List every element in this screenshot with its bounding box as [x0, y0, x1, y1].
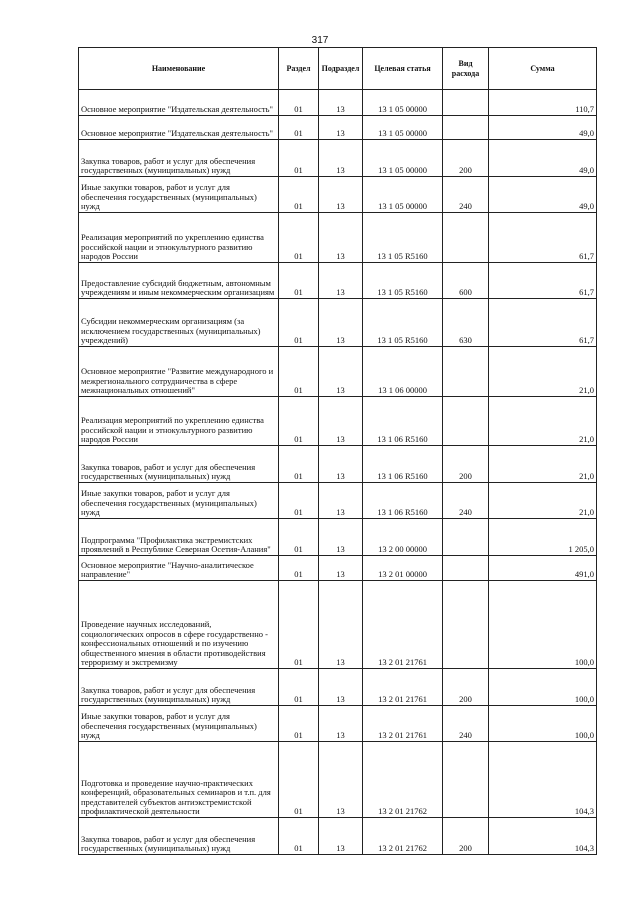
- row-expense: [443, 519, 489, 556]
- row-name: Реализация мероприятий по укреплению единства российской нации и этнокультурного развитию народов России: [79, 213, 279, 263]
- row-section: 01: [279, 397, 319, 446]
- row-target: 13 1 05 00000: [363, 140, 443, 177]
- row-sum: 21,0: [489, 347, 597, 397]
- row-section: 01: [279, 483, 319, 519]
- row-subsection: 13: [319, 556, 363, 581]
- row-subsection: 13: [319, 706, 363, 742]
- row-subsection: 13: [319, 519, 363, 556]
- row-sum: 1 205,0: [489, 519, 597, 556]
- table-row: [79, 116, 597, 140]
- row-expense: [443, 581, 489, 669]
- row-expense: [443, 556, 489, 581]
- row-section: 01: [279, 347, 319, 397]
- page-number: 317: [311, 35, 329, 46]
- row-name: Закупка товаров, работ и услуг для обеспечения государственных (муниципальных) нужд: [79, 140, 279, 177]
- row-subsection: 13: [319, 140, 363, 177]
- row-section: 01: [279, 299, 319, 347]
- table-header-row: [79, 48, 597, 90]
- row-sum: 21,0: [489, 397, 597, 446]
- row-subsection: 13: [319, 263, 363, 299]
- row-name: Субсидии некоммерческим организациям (за исключением государственных (муниципальных) учреждений): [79, 299, 279, 347]
- row-subsection: 13: [319, 669, 363, 706]
- row-section: 01: [279, 90, 319, 116]
- row-section: 01: [279, 581, 319, 669]
- row-target: 13 1 06 00000: [363, 347, 443, 397]
- row-section: 01: [279, 446, 319, 483]
- row-expense: 200: [443, 669, 489, 706]
- row-expense: 630: [443, 299, 489, 347]
- row-expense: 200: [443, 140, 489, 177]
- row-target: 13 2 01 21762: [363, 742, 443, 818]
- row-name: Основное мероприятие "Издательская деятельность": [79, 90, 279, 116]
- table-row: [79, 177, 597, 213]
- row-subsection: 13: [319, 299, 363, 347]
- row-target: 13 2 00 00000: [363, 519, 443, 556]
- row-sum: 61,7: [489, 213, 597, 263]
- row-name: Основное мероприятие "Издательская деятельность": [79, 116, 279, 140]
- row-sum: 104,3: [489, 742, 597, 818]
- row-subsection: 13: [319, 116, 363, 140]
- header-section: Раздел: [279, 48, 319, 90]
- row-section: 01: [279, 742, 319, 818]
- row-subsection: 13: [319, 347, 363, 397]
- row-section: 01: [279, 116, 319, 140]
- table-row: [79, 263, 597, 299]
- table-row: [79, 818, 597, 855]
- row-target: 13 2 01 00000: [363, 556, 443, 581]
- row-name: Подпрограмма "Профилактика экстремистских проявлений в Республике Северная Осетия-Алания": [79, 519, 279, 556]
- row-subsection: 13: [319, 213, 363, 263]
- row-section: 01: [279, 556, 319, 581]
- header-subsection: Подраздел: [319, 48, 363, 90]
- row-name: Иные закупки товаров, работ и услуг для обеспечения государственных (муниципальных) нужд: [79, 706, 279, 742]
- row-section: 01: [279, 177, 319, 213]
- table-row: [79, 90, 597, 116]
- row-subsection: 13: [319, 818, 363, 855]
- row-expense: [443, 397, 489, 446]
- row-name: Подготовка и проведение научно-практических конференций, образовательных семинаров и т.п. для представителей субъектов антиэкстремистской профилактической деятельности: [79, 742, 279, 818]
- table-row: [79, 706, 597, 742]
- row-section: 01: [279, 669, 319, 706]
- table-row: [79, 483, 597, 519]
- row-expense: [443, 742, 489, 818]
- row-expense: 200: [443, 446, 489, 483]
- table-row: [79, 556, 597, 581]
- row-subsection: 13: [319, 581, 363, 669]
- row-name: Реализация мероприятий по укреплению единства российской нации и этнокультурного развитию народов России: [79, 397, 279, 446]
- row-target: 13 2 01 21761: [363, 706, 443, 742]
- table-row: [79, 742, 597, 818]
- budget-table: [78, 47, 597, 855]
- row-target: 13 1 06 R5160: [363, 483, 443, 519]
- table-row: [79, 519, 597, 556]
- row-target: 13 1 06 R5160: [363, 397, 443, 446]
- row-target: 13 2 01 21762: [363, 818, 443, 855]
- row-subsection: 13: [319, 177, 363, 213]
- row-subsection: 13: [319, 90, 363, 116]
- row-name: Основное мероприятие "Научно-аналитическое направление": [79, 556, 279, 581]
- row-sum: 100,0: [489, 706, 597, 742]
- row-name: Предоставление субсидий бюджетным, автономным учреждениям и иным некоммерческим организациям: [79, 263, 279, 299]
- row-sum: 49,0: [489, 140, 597, 177]
- table-row: [79, 446, 597, 483]
- row-section: 01: [279, 519, 319, 556]
- header-target: Целевая статья: [363, 48, 443, 90]
- row-subsection: 13: [319, 446, 363, 483]
- row-expense: 600: [443, 263, 489, 299]
- table-row: [79, 581, 597, 669]
- row-subsection: 13: [319, 397, 363, 446]
- row-target: 13 1 05 00000: [363, 177, 443, 213]
- row-sum: 61,7: [489, 299, 597, 347]
- row-sum: 100,0: [489, 669, 597, 706]
- row-target: 13 1 05 R5160: [363, 299, 443, 347]
- row-sum: 21,0: [489, 446, 597, 483]
- header-sum: Сумма: [489, 48, 597, 90]
- row-sum: 104,3: [489, 818, 597, 855]
- row-expense: [443, 116, 489, 140]
- row-target: 13 1 05 R5160: [363, 213, 443, 263]
- row-target: 13 1 05 00000: [363, 116, 443, 140]
- row-expense: 240: [443, 483, 489, 519]
- row-section: 01: [279, 213, 319, 263]
- row-name: Проведение научных исследований, социологических опросов в сфере государственно - конфессиональных отношений и по изучению общественного мнения в области противодействия терроризму и экстремизму: [79, 581, 279, 669]
- header-name: Наименование: [79, 48, 279, 90]
- row-target: 13 1 06 R5160: [363, 446, 443, 483]
- table-row: [79, 299, 597, 347]
- row-target: 13 2 01 21761: [363, 669, 443, 706]
- row-sum: 61,7: [489, 263, 597, 299]
- row-target: 13 2 01 21761: [363, 581, 443, 669]
- table-row: [79, 669, 597, 706]
- row-name: Иные закупки товаров, работ и услуг для обеспечения государственных (муниципальных) нужд: [79, 483, 279, 519]
- row-expense: 200: [443, 818, 489, 855]
- row-section: 01: [279, 818, 319, 855]
- row-target: 13 1 05 00000: [363, 90, 443, 116]
- table-row: [79, 140, 597, 177]
- row-target: 13 1 05 R5160: [363, 263, 443, 299]
- row-sum: 100,0: [489, 581, 597, 669]
- table-row: [79, 347, 597, 397]
- row-expense: 240: [443, 177, 489, 213]
- row-name: Закупка товаров, работ и услуг для обеспечения государственных (муниципальных) нужд: [79, 446, 279, 483]
- row-name: Основное мероприятие "Развитие международного и межрегионального сотрудничества в сфере межнациональных отношений": [79, 347, 279, 397]
- row-subsection: 13: [319, 483, 363, 519]
- row-expense: 240: [443, 706, 489, 742]
- table-row: [79, 397, 597, 446]
- table-row: [79, 213, 597, 263]
- row-subsection: 13: [319, 742, 363, 818]
- row-section: 01: [279, 140, 319, 177]
- row-sum: 21,0: [489, 483, 597, 519]
- row-sum: 491,0: [489, 556, 597, 581]
- row-expense: [443, 347, 489, 397]
- row-section: 01: [279, 263, 319, 299]
- row-expense: [443, 90, 489, 116]
- row-name: Иные закупки товаров, работ и услуг для обеспечения государственных (муниципальных) нужд: [79, 177, 279, 213]
- header-expense: Вид расхода: [443, 48, 489, 90]
- row-name: Закупка товаров, работ и услуг для обеспечения государственных (муниципальных) нужд: [79, 818, 279, 855]
- row-sum: 49,0: [489, 177, 597, 213]
- row-expense: [443, 213, 489, 263]
- row-sum: 110,7: [489, 90, 597, 116]
- row-section: 01: [279, 706, 319, 742]
- row-sum: 49,0: [489, 116, 597, 140]
- row-name: Закупка товаров, работ и услуг для обеспечения государственных (муниципальных) нужд: [79, 669, 279, 706]
